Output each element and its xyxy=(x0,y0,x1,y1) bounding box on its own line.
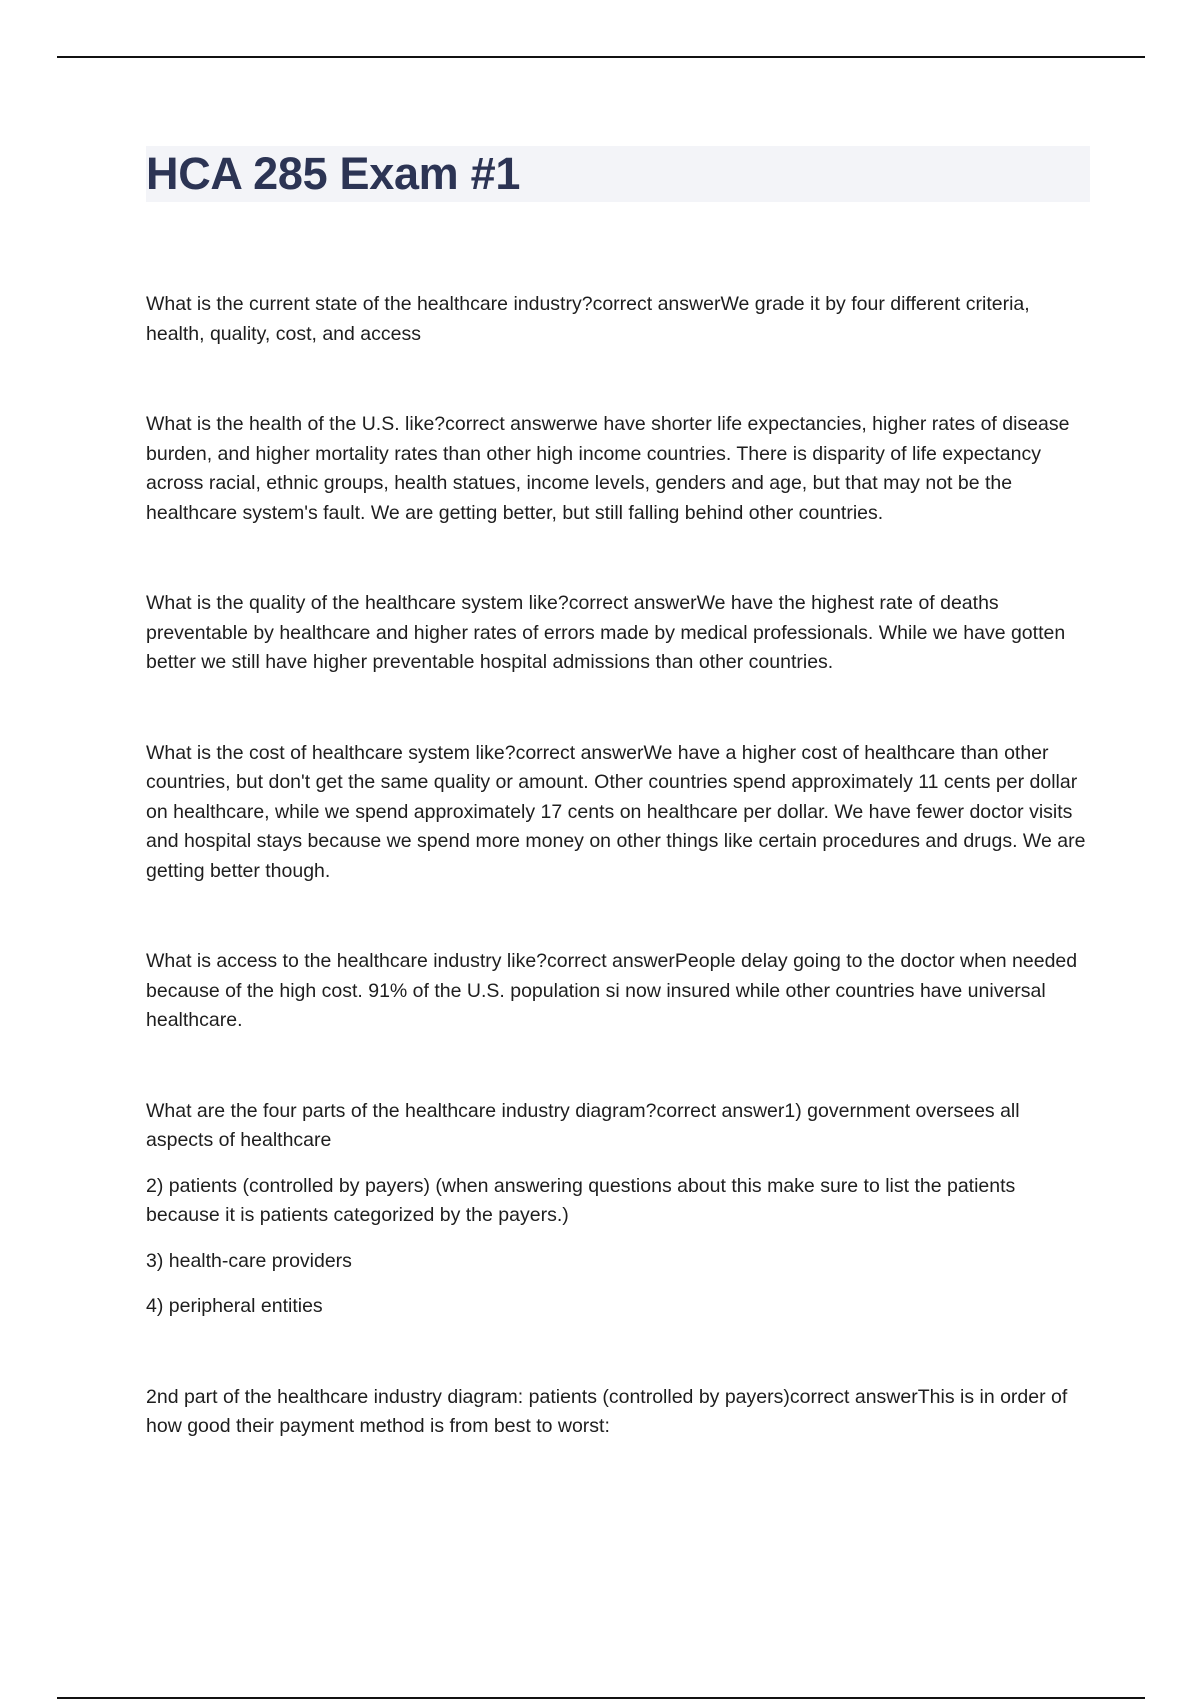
qa-paragraph: What is the current state of the healthcare industry?correct answerWe grade it by four different criteria, health, quality, cost, and access xyxy=(146,293,1030,345)
qa-paragraph: What are the four parts of the healthcare industry diagram?correct answer1) government oversees all aspects of healthcare xyxy=(146,1099,1020,1151)
top-rule xyxy=(57,56,1145,58)
qa-paragraph: What is the quality of the healthcare system like?correct answerWe have the highest rate of deaths preventable by healthcare and higher rates of errors made by medical professionals. While we have gotten better we still have higher preventable hospital admissions than other countries. xyxy=(146,592,1066,673)
qa-item-four-parts xyxy=(146,1097,1092,1322)
qa-paragraph: What is the cost of healthcare system like?correct answerWe have a higher cost of healthcare than other countries, but don't get the same quality or amount. Other countries spend approximately 11 cents per dollar on healthcare, while we spend approximately 17 cents on healthcare per dollar. We have fewer doctor visits and hospital stays because we spend more money on other things like certain procedures and drugs. We are getting better though. xyxy=(146,741,1086,882)
bottom-rule xyxy=(57,1697,1145,1699)
qa-item-cost xyxy=(146,739,1092,887)
qa-item-access xyxy=(146,947,1092,1036)
qa-item-second-part xyxy=(146,1383,1092,1442)
qa-item-health xyxy=(146,410,1092,528)
qa-list-item: 2) patients (controlled by payers) (when answering questions about this make sure to list the patients because it is patients categorized by the payers.) xyxy=(146,1174,1016,1226)
qa-list-item: 3) health-care providers xyxy=(146,1249,352,1272)
qa-item-quality xyxy=(146,589,1092,678)
qa-paragraph: What is access to the healthcare industry like?correct answerPeople delay going to the doctor when needed because of the high cost. 91% of the U.S. population si now insured while other countries have universal healthcare. xyxy=(146,950,1078,1031)
qa-list-item: 4) peripheral entities xyxy=(146,1295,323,1317)
qa-item-current-state xyxy=(146,290,1092,349)
qa-paragraph: What is the health of the U.S. like?correct answerwe have shorter life expectancies, higher rates of disease burden, and higher mortality rates than other high income countries. There is disparity of life expectancy across racial, ethnic groups, health statues, income levels, genders and age, but that may not be the healthcare system's fault. We are getting better, but still falling behind other countries. xyxy=(146,413,1070,524)
qa-paragraph: 2nd part of the healthcare industry diagram: patients (controlled by payers)correct answerThis is in order of how good their payment method is from best to worst: xyxy=(146,1385,1068,1437)
document-body xyxy=(146,290,1092,1503)
page-title: HCA 285 Exam #1 xyxy=(146,148,521,199)
